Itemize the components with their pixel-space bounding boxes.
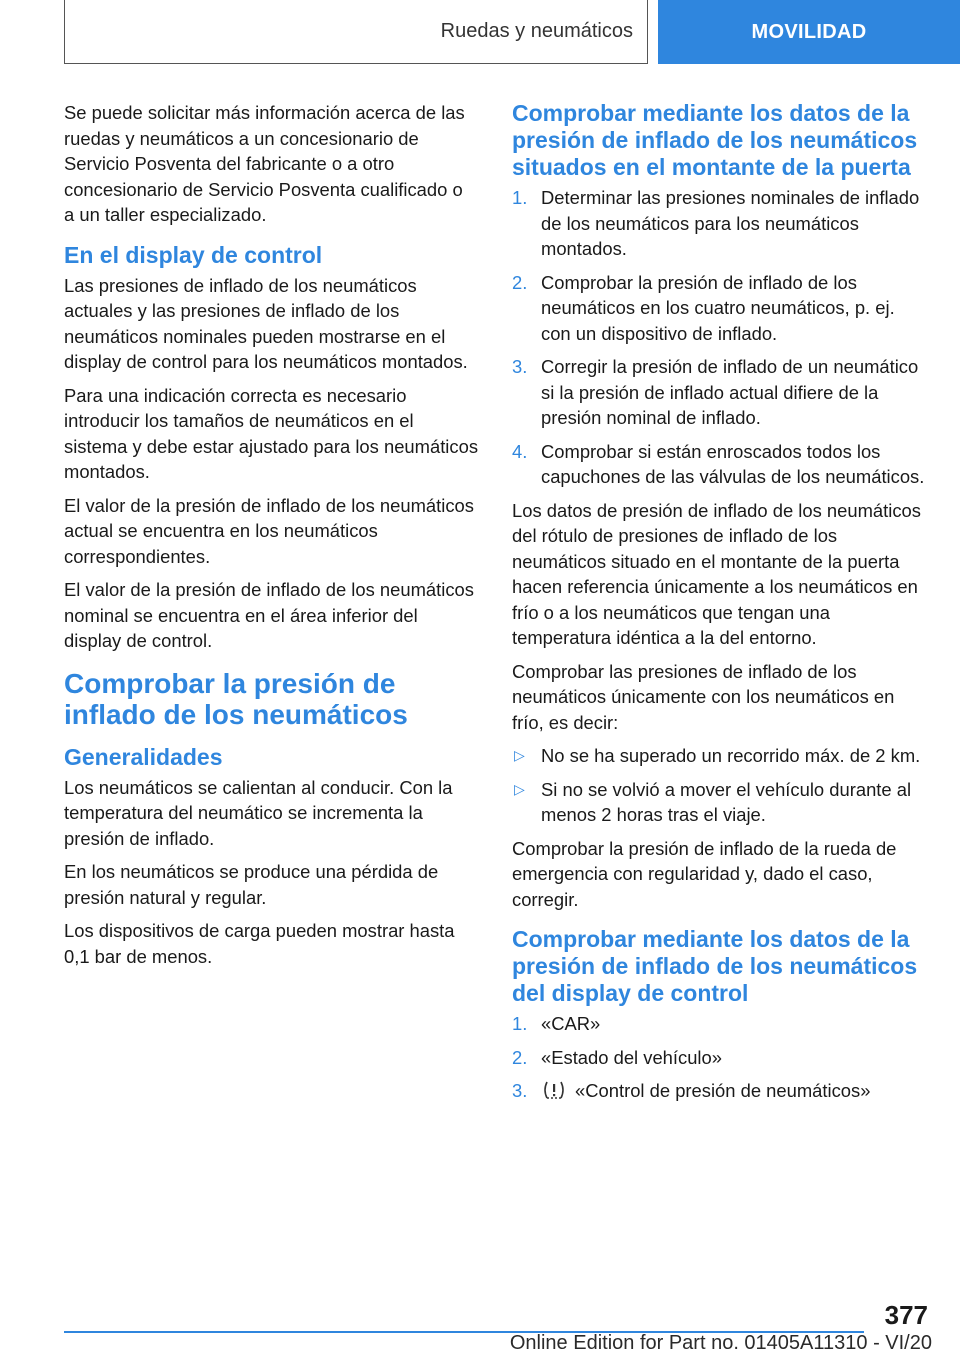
step-text: Determinar las presiones nominales de inflado de los neumáticos para los neumáticos montados. bbox=[541, 187, 920, 259]
door-steps-list bbox=[512, 185, 928, 490]
door-paragraph-3: Comprobar la presión de inflado de la rueda de emergencia con regularidad y, dado el caso, corregir. bbox=[512, 837, 897, 910]
right-column bbox=[512, 100, 928, 1115]
general-paragraph-2: En los neumáticos se produce una pérdida de presión natural y regular. bbox=[64, 861, 439, 908]
general-heading: Generalidades bbox=[64, 743, 223, 770]
list-item bbox=[512, 1011, 928, 1037]
left-column bbox=[64, 100, 478, 977]
step-number: 3. bbox=[512, 356, 528, 377]
display-heading: En el display de control bbox=[64, 241, 323, 268]
door-heading: Comprobar mediante los datos de la presión de inflado de los neumáticos situados en el montante de la puerta bbox=[512, 100, 918, 180]
step-number: 3. bbox=[512, 1080, 528, 1101]
step-text: «CAR» bbox=[541, 1013, 601, 1034]
display-paragraph-3: El valor de la presión de inflado de los neumáticos actual se encuentra en los neumáticos correspondientes. bbox=[64, 494, 474, 567]
display-check-heading: Comprobar mediante los datos de la presión de inflado de los neumáticos del display de control bbox=[512, 926, 918, 1006]
list-item bbox=[512, 743, 928, 769]
list-item bbox=[512, 1045, 928, 1071]
bullet-text: Si no se volvió a mover el vehículo durante al menos 2 horas tras el viaje. bbox=[541, 778, 912, 825]
step-text: Comprobar la presión de inflado de los neumáticos en los cuatro neumáticos, p. ej. con un dispositivo de inflado. bbox=[541, 271, 895, 344]
list-item bbox=[512, 354, 928, 431]
step-number: 1. bbox=[512, 1013, 528, 1034]
general-paragraph-1: Los neumáticos se calientan al conducir. Con la temperatura del neumático se incrementa la presión de inflado. bbox=[64, 776, 453, 849]
chapter-tab[interactable]: MOVILIDAD bbox=[658, 0, 960, 64]
display-paragraph-1: Las presiones de inflado de los neumáticos actuales y las presiones de inflado de los neumáticos nominales pueden mostrarse en el display de control para los neumáticos montados. bbox=[64, 274, 468, 372]
check-heading: Comprobar la presión de inflado de los neumáticos bbox=[64, 667, 408, 730]
step-text: «Estado del vehículo» bbox=[541, 1046, 722, 1068]
display-paragraph-2: Para una indicación correcta es necesario introducir los tamaños de neumáticos en el sistema y debe estar ajustado para los neumáticos montados. bbox=[64, 384, 479, 482]
page-header bbox=[64, 0, 960, 66]
triangle-bullet-icon: ▷ bbox=[514, 747, 525, 763]
step-text: «Control de presión de neumáticos» bbox=[575, 1080, 871, 1101]
footer-edition: Online Edition for Part no. 01405A11310 - VI/20 bbox=[509, 1332, 932, 1354]
section-title: Ruedas y neumáticos bbox=[64, 0, 648, 64]
step-text: Corregir la presión de inflado de un neumático si la presión de inflado actual difiere de la presión nominal de inflado. bbox=[541, 356, 919, 428]
list-item bbox=[512, 185, 928, 262]
cold-conditions-list bbox=[512, 743, 928, 828]
list-item bbox=[512, 777, 928, 828]
triangle-bullet-icon: ▷ bbox=[514, 780, 525, 797]
display-paragraph-4: El valor de la presión de inflado de los neumáticos nominal se encuentra en el área inferior del display de control. bbox=[64, 579, 474, 651]
general-paragraph-3: Los dispositivos de carga pueden mostrar hasta 0,1 bar de menos. bbox=[64, 920, 455, 967]
tire-pressure-warning-icon bbox=[541, 1080, 567, 1107]
page-number: 377 bbox=[884, 1300, 928, 1330]
list-item bbox=[512, 439, 928, 490]
list-item bbox=[512, 1078, 928, 1107]
list-item bbox=[512, 270, 928, 347]
door-paragraph-2: Comprobar las presiones de inflado de los neumáticos únicamente con los neumáticos en frío, es decir: bbox=[512, 660, 895, 733]
display-steps-list bbox=[512, 1011, 928, 1107]
step-number: 1. bbox=[512, 187, 528, 208]
step-number: 2. bbox=[512, 271, 528, 293]
step-number: 2. bbox=[512, 1046, 528, 1068]
door-paragraph-1: Los datos de presión de inflado de los neumáticos del rótulo de presiones de inflado de los neumáticos situado en el montante de la puerta hacen referencia únicamente a los neumáticos en frío o a los neumáticos que tengan una temperatura idéntica a la del entorno. bbox=[512, 499, 921, 648]
step-number: 4. bbox=[512, 440, 528, 462]
intro-paragraph: Se puede solicitar más información acerca de las ruedas y neumáticos a un concesionario de Servicio Posventa del fabricante o a otro concesionario de Servicio Posventa cualificado o a un taller especializado. bbox=[64, 102, 465, 225]
step-text: Comprobar si están enroscados todos los capuchones de las válvulas de los neumáticos. bbox=[541, 440, 925, 487]
bullet-text: No se ha superado un recorrido máx. de 2 km. bbox=[541, 745, 921, 766]
